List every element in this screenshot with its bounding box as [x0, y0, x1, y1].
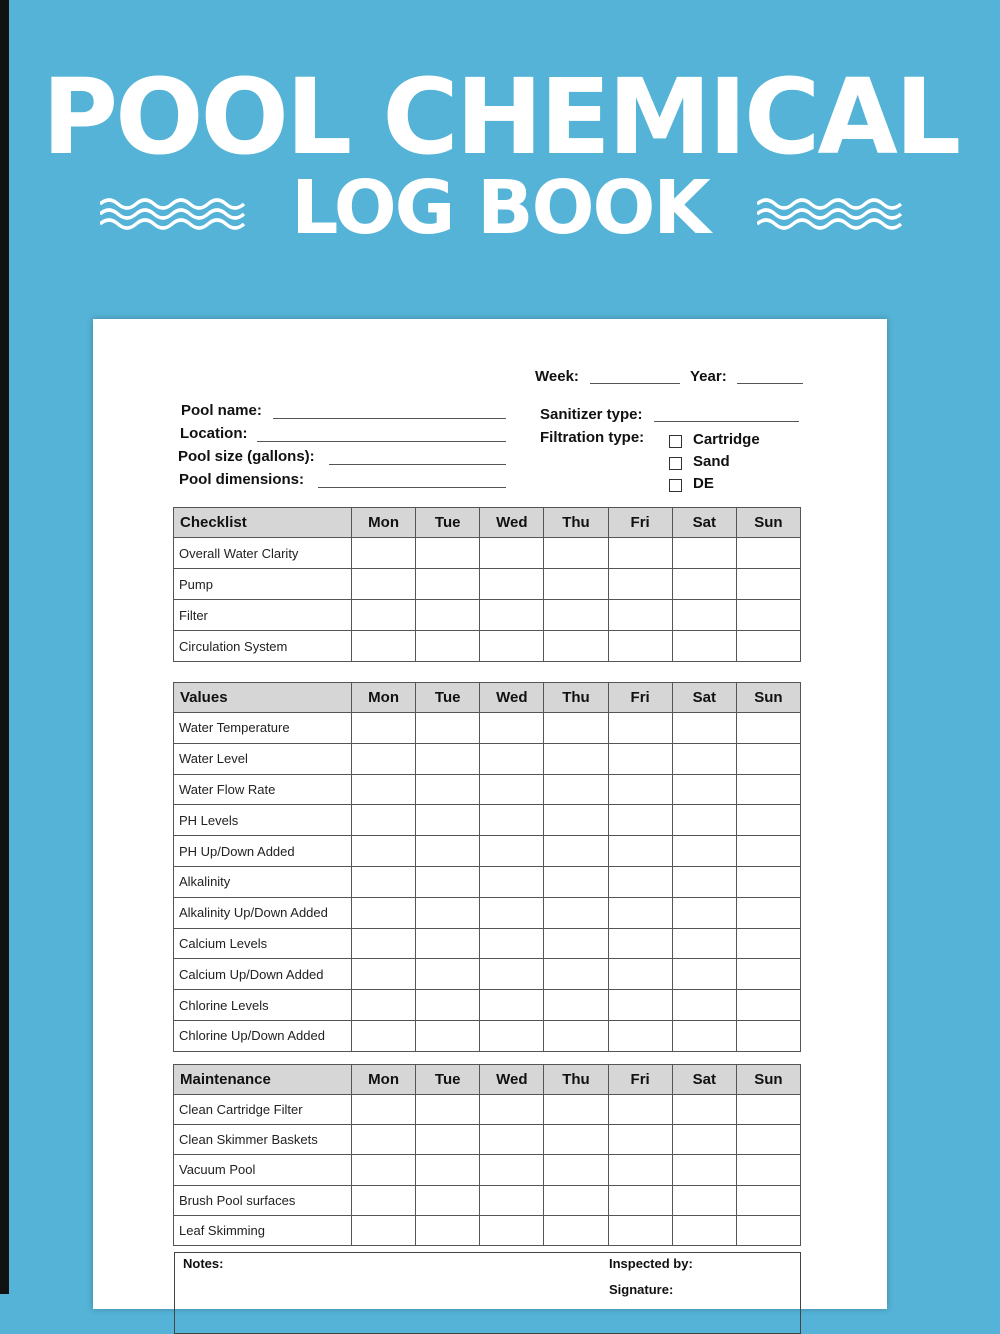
entry-cell-wed[interactable]	[480, 1155, 544, 1185]
entry-cell-tue[interactable]	[416, 928, 480, 959]
table-row	[174, 959, 801, 990]
table-row	[174, 713, 801, 744]
location-field[interactable]	[257, 441, 506, 442]
row-label: PH Levels	[174, 805, 352, 836]
day-header-mon: Mon	[352, 683, 416, 713]
table-row	[174, 866, 801, 897]
entry-cell-sun[interactable]	[736, 866, 800, 897]
de-label: DE	[693, 475, 714, 492]
entry-cell-sun[interactable]	[736, 897, 800, 928]
entry-cell-wed[interactable]	[480, 538, 544, 569]
entry-cell-thu[interactable]	[544, 743, 608, 774]
entry-cell-tue[interactable]	[416, 1020, 480, 1051]
entry-cell-mon[interactable]	[352, 1125, 416, 1155]
table-row	[174, 1155, 801, 1185]
entry-cell-mon[interactable]	[352, 713, 416, 744]
pool-dimensions-field[interactable]	[318, 487, 506, 488]
row-label: Circulation System	[174, 631, 352, 662]
entry-cell-sat[interactable]	[672, 990, 736, 1021]
entry-cell-wed[interactable]	[480, 631, 544, 662]
sand-label: Sand	[693, 453, 730, 470]
entry-cell-tue[interactable]	[416, 538, 480, 569]
table-row	[174, 836, 801, 867]
entry-cell-wed[interactable]	[480, 1215, 544, 1245]
table-row	[174, 805, 801, 836]
table-row	[174, 600, 801, 631]
day-header-sun: Sun	[736, 683, 800, 713]
entry-cell-wed[interactable]	[480, 866, 544, 897]
entry-cell-sat[interactable]	[672, 959, 736, 990]
entry-cell-sat[interactable]	[672, 1095, 736, 1125]
entry-cell-thu[interactable]	[544, 1185, 608, 1215]
entry-cell-sat[interactable]	[672, 538, 736, 569]
entry-cell-thu[interactable]	[544, 631, 608, 662]
day-header-sun: Sun	[736, 508, 800, 538]
sanitizer-field[interactable]	[654, 421, 799, 422]
waves-left-icon	[100, 196, 250, 236]
entry-cell-fri[interactable]	[608, 866, 672, 897]
entry-cell-tue[interactable]	[416, 774, 480, 805]
entry-cell-sun[interactable]	[736, 569, 800, 600]
entry-cell-wed[interactable]	[480, 569, 544, 600]
entry-cell-wed[interactable]	[480, 805, 544, 836]
row-label: Vacuum Pool	[174, 1155, 352, 1185]
day-header-tue: Tue	[416, 508, 480, 538]
entry-cell-sun[interactable]	[736, 805, 800, 836]
day-header-sat: Sat	[672, 683, 736, 713]
entry-cell-wed[interactable]	[480, 959, 544, 990]
day-header-tue: Tue	[416, 1065, 480, 1095]
entry-cell-sun[interactable]	[736, 959, 800, 990]
row-label: Alkalinity	[174, 866, 352, 897]
entry-cell-wed[interactable]	[480, 928, 544, 959]
row-label: Water Level	[174, 743, 352, 774]
entry-cell-tue[interactable]	[416, 1125, 480, 1155]
entry-cell-fri[interactable]	[608, 836, 672, 867]
row-label: Pump	[174, 569, 352, 600]
row-label: Clean Skimmer Baskets	[174, 1125, 352, 1155]
entry-cell-tue[interactable]	[416, 836, 480, 867]
entry-cell-mon[interactable]	[352, 569, 416, 600]
maintenance-header-label: Maintenance	[174, 1065, 352, 1095]
entry-cell-tue[interactable]	[416, 866, 480, 897]
table-row	[174, 631, 801, 662]
day-header-thu: Thu	[544, 508, 608, 538]
year-label: Year:	[690, 368, 727, 385]
day-header-sat: Sat	[672, 508, 736, 538]
entry-cell-fri[interactable]	[608, 743, 672, 774]
entry-cell-sun[interactable]	[736, 713, 800, 744]
row-label: Filter	[174, 600, 352, 631]
row-label: Leaf Skimming	[174, 1215, 352, 1245]
week-label: Week:	[535, 368, 579, 385]
entry-cell-thu[interactable]	[544, 1095, 608, 1125]
row-label: Water Flow Rate	[174, 774, 352, 805]
entry-cell-mon[interactable]	[352, 538, 416, 569]
year-field[interactable]	[737, 383, 803, 384]
entry-cell-thu[interactable]	[544, 897, 608, 928]
pool-size-label: Pool size (gallons):	[178, 448, 315, 465]
location-label: Location:	[180, 425, 248, 442]
entry-cell-tue[interactable]	[416, 959, 480, 990]
day-header-wed: Wed	[480, 508, 544, 538]
entry-cell-wed[interactable]	[480, 600, 544, 631]
entry-cell-sat[interactable]	[672, 836, 736, 867]
day-header-fri: Fri	[608, 1065, 672, 1095]
pool-name-field[interactable]	[273, 418, 506, 419]
entry-cell-tue[interactable]	[416, 1095, 480, 1125]
table-row	[174, 897, 801, 928]
waves-right-icon	[757, 196, 907, 236]
entry-cell-mon[interactable]	[352, 1020, 416, 1051]
entry-cell-tue[interactable]	[416, 569, 480, 600]
entry-cell-mon[interactable]	[352, 959, 416, 990]
entry-cell-thu[interactable]	[544, 1125, 608, 1155]
sand-checkbox[interactable]	[669, 457, 682, 470]
entry-cell-mon[interactable]	[352, 1185, 416, 1215]
entry-cell-fri[interactable]	[608, 959, 672, 990]
entry-cell-sat[interactable]	[672, 743, 736, 774]
entry-cell-mon[interactable]	[352, 1155, 416, 1185]
week-field[interactable]	[590, 383, 680, 384]
table-row	[174, 569, 801, 600]
table-row	[174, 1020, 801, 1051]
entry-cell-wed[interactable]	[480, 1095, 544, 1125]
entry-cell-wed[interactable]	[480, 1125, 544, 1155]
day-header-mon: Mon	[352, 508, 416, 538]
entry-cell-thu[interactable]	[544, 600, 608, 631]
entry-cell-sat[interactable]	[672, 1125, 736, 1155]
entry-cell-thu[interactable]	[544, 959, 608, 990]
entry-cell-wed[interactable]	[480, 774, 544, 805]
entry-cell-sat[interactable]	[672, 1020, 736, 1051]
entry-cell-mon[interactable]	[352, 866, 416, 897]
values-table	[173, 682, 801, 1052]
entry-cell-mon[interactable]	[352, 805, 416, 836]
entry-cell-wed[interactable]	[480, 836, 544, 867]
table-row	[174, 538, 801, 569]
entry-cell-fri[interactable]	[608, 990, 672, 1021]
row-label: Overall Water Clarity	[174, 538, 352, 569]
entry-cell-fri[interactable]	[608, 897, 672, 928]
entry-cell-tue[interactable]	[416, 1215, 480, 1245]
entry-cell-fri[interactable]	[608, 569, 672, 600]
day-header-thu: Thu	[544, 683, 608, 713]
sanitizer-label: Sanitizer type:	[540, 406, 643, 423]
entry-cell-fri[interactable]	[608, 600, 672, 631]
row-label: Water Temperature	[174, 713, 352, 744]
row-label: Brush Pool surfaces	[174, 1185, 352, 1215]
row-label: Alkalinity Up/Down Added	[174, 897, 352, 928]
row-label: Chlorine Up/Down Added	[174, 1020, 352, 1051]
day-header-tue: Tue	[416, 683, 480, 713]
row-label: PH Up/Down Added	[174, 836, 352, 867]
entry-cell-wed[interactable]	[480, 743, 544, 774]
inspected-by-label: Inspected by:	[609, 1256, 693, 1271]
entry-cell-thu[interactable]	[544, 774, 608, 805]
entry-cell-sun[interactable]	[736, 928, 800, 959]
entry-cell-sat[interactable]	[672, 631, 736, 662]
entry-cell-fri[interactable]	[608, 631, 672, 662]
filtration-label: Filtration type:	[540, 429, 645, 446]
day-header-mon: Mon	[352, 1065, 416, 1095]
entry-cell-fri[interactable]	[608, 1020, 672, 1051]
notes-box[interactable]	[174, 1252, 801, 1334]
notes-label: Notes:	[183, 1256, 224, 1271]
entry-cell-thu[interactable]	[544, 1020, 608, 1051]
entry-cell-mon[interactable]	[352, 990, 416, 1021]
entry-cell-sat[interactable]	[672, 713, 736, 744]
title-line-1: POOL CHEMICAL	[41, 56, 959, 178]
entry-cell-sat[interactable]	[672, 866, 736, 897]
entry-cell-sat[interactable]	[672, 569, 736, 600]
day-header-fri: Fri	[608, 683, 672, 713]
entry-cell-thu[interactable]	[544, 713, 608, 744]
entry-cell-fri[interactable]	[608, 774, 672, 805]
entry-cell-sun[interactable]	[736, 1125, 800, 1155]
maintenance-table	[173, 1064, 801, 1246]
entry-cell-tue[interactable]	[416, 600, 480, 631]
cartridge-checkbox[interactable]	[669, 435, 682, 448]
entry-cell-mon[interactable]	[352, 774, 416, 805]
entry-cell-sun[interactable]	[736, 774, 800, 805]
table-row	[174, 1125, 801, 1155]
day-header-sat: Sat	[672, 1065, 736, 1095]
day-header-wed: Wed	[480, 683, 544, 713]
entry-cell-wed[interactable]	[480, 1185, 544, 1215]
entry-cell-mon[interactable]	[352, 836, 416, 867]
entry-cell-tue[interactable]	[416, 1155, 480, 1185]
entry-cell-mon[interactable]	[352, 1095, 416, 1125]
cartridge-label: Cartridge	[693, 431, 760, 448]
entry-cell-sat[interactable]	[672, 774, 736, 805]
table-row	[174, 743, 801, 774]
entry-cell-sat[interactable]	[672, 897, 736, 928]
row-label: Calcium Levels	[174, 928, 352, 959]
pool-size-field[interactable]	[329, 464, 506, 465]
table-row	[174, 1215, 801, 1245]
entry-cell-sun[interactable]	[736, 631, 800, 662]
entry-cell-wed[interactable]	[480, 1020, 544, 1051]
entry-cell-wed[interactable]	[480, 713, 544, 744]
entry-cell-fri[interactable]	[608, 1215, 672, 1245]
pool-name-label: Pool name:	[181, 402, 262, 419]
entry-cell-sun[interactable]	[736, 1095, 800, 1125]
day-header-sun: Sun	[736, 1065, 800, 1095]
entry-cell-fri[interactable]	[608, 805, 672, 836]
day-header-thu: Thu	[544, 1065, 608, 1095]
entry-cell-fri[interactable]	[608, 1125, 672, 1155]
entry-cell-mon[interactable]	[352, 1215, 416, 1245]
title-line-2: LOG BOOK	[291, 165, 709, 251]
entry-cell-sat[interactable]	[672, 1215, 736, 1245]
signature-label: Signature:	[609, 1282, 674, 1297]
entry-cell-thu[interactable]	[544, 990, 608, 1021]
entry-cell-sun[interactable]	[736, 538, 800, 569]
entry-cell-thu[interactable]	[544, 928, 608, 959]
day-header-wed: Wed	[480, 1065, 544, 1095]
entry-cell-fri[interactable]	[608, 1185, 672, 1215]
entry-cell-thu[interactable]	[544, 1215, 608, 1245]
entry-cell-thu[interactable]	[544, 805, 608, 836]
entry-cell-mon[interactable]	[352, 897, 416, 928]
entry-cell-tue[interactable]	[416, 990, 480, 1021]
entry-cell-fri[interactable]	[608, 1155, 672, 1185]
entry-cell-sun[interactable]	[736, 1185, 800, 1215]
entry-cell-tue[interactable]	[416, 743, 480, 774]
table-row	[174, 990, 801, 1021]
day-header-fri: Fri	[608, 508, 672, 538]
entry-cell-thu[interactable]	[544, 569, 608, 600]
entry-cell-tue[interactable]	[416, 1185, 480, 1215]
checklist-header-label: Checklist	[174, 508, 352, 538]
pool-dimensions-label: Pool dimensions:	[179, 471, 305, 488]
entry-cell-fri[interactable]	[608, 538, 672, 569]
entry-cell-mon[interactable]	[352, 600, 416, 631]
entry-cell-sun[interactable]	[736, 600, 800, 631]
entry-cell-thu[interactable]	[544, 538, 608, 569]
entry-cell-sun[interactable]	[736, 743, 800, 774]
row-label: Chlorine Levels	[174, 990, 352, 1021]
entry-cell-tue[interactable]	[416, 805, 480, 836]
entry-cell-sat[interactable]	[672, 600, 736, 631]
entry-cell-sat[interactable]	[672, 1155, 736, 1185]
entry-cell-wed[interactable]	[480, 990, 544, 1021]
entry-cell-sun[interactable]	[736, 1215, 800, 1245]
log-page	[93, 319, 887, 1309]
entry-cell-mon[interactable]	[352, 743, 416, 774]
entry-cell-sat[interactable]	[672, 805, 736, 836]
entry-cell-fri[interactable]	[608, 1095, 672, 1125]
entry-cell-sat[interactable]	[672, 928, 736, 959]
entry-cell-sat[interactable]	[672, 1185, 736, 1215]
entry-cell-sun[interactable]	[736, 990, 800, 1021]
entry-cell-mon[interactable]	[352, 928, 416, 959]
de-checkbox[interactable]	[669, 479, 682, 492]
checklist-table	[173, 507, 801, 662]
entry-cell-tue[interactable]	[416, 631, 480, 662]
row-label: Calcium Up/Down Added	[174, 959, 352, 990]
values-header-label: Values	[174, 683, 352, 713]
table-row	[174, 1185, 801, 1215]
entry-cell-fri[interactable]	[608, 928, 672, 959]
entry-cell-sun[interactable]	[736, 1155, 800, 1185]
entry-cell-fri[interactable]	[608, 713, 672, 744]
entry-cell-thu[interactable]	[544, 836, 608, 867]
entry-cell-tue[interactable]	[416, 897, 480, 928]
table-row	[174, 1095, 801, 1125]
entry-cell-sun[interactable]	[736, 1020, 800, 1051]
table-row	[174, 774, 801, 805]
entry-cell-tue[interactable]	[416, 713, 480, 744]
table-row	[174, 928, 801, 959]
row-label: Clean Cartridge Filter	[174, 1095, 352, 1125]
entry-cell-thu[interactable]	[544, 1155, 608, 1185]
entry-cell-mon[interactable]	[352, 631, 416, 662]
entry-cell-thu[interactable]	[544, 866, 608, 897]
entry-cell-wed[interactable]	[480, 897, 544, 928]
entry-cell-sun[interactable]	[736, 836, 800, 867]
